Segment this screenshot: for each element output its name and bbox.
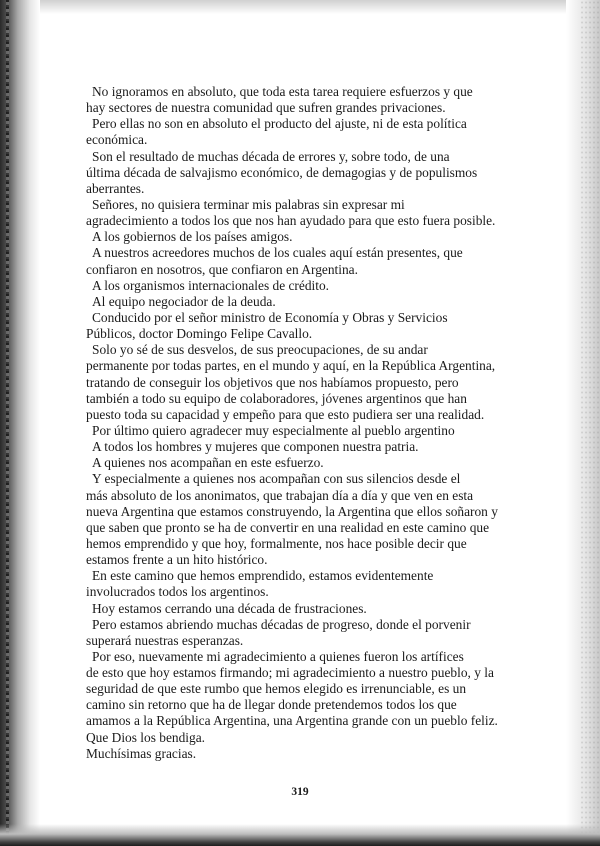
page-number: 319 bbox=[291, 786, 309, 798]
text-line: de esto que hoy estamos firmando; mi agradecimiento a nuestro pueblo, y la bbox=[86, 665, 494, 681]
text-line: aberrantes. bbox=[86, 180, 145, 196]
text-line: Pero ellas no son en absoluto el producto del ajuste, ni de esta política bbox=[92, 116, 467, 132]
text-line: que saben que pronto se ha de convertir en una realidad en este camino que bbox=[86, 519, 490, 535]
scan-shadow-top bbox=[0, 0, 600, 14]
text-line: Que Dios los bendiga. bbox=[86, 729, 206, 745]
text-line: No ignoramos en absoluto, que toda esta tarea requiere esfuerzos y que bbox=[92, 84, 473, 99]
text-line: A quienes nos acompañan en este esfuerzo. bbox=[92, 455, 324, 471]
text-line: Hoy estamos cerrando una década de frustraciones. bbox=[92, 600, 367, 616]
text-line: Pero estamos abriendo muchas décadas de progreso, donde el porvenir bbox=[92, 616, 471, 632]
text-line: A todos los hombres y mujeres que componen nuestra patria. bbox=[92, 439, 419, 455]
text-line: última década de salvajismo económico, de demagogias y de populismos bbox=[86, 164, 478, 180]
text-line: involucrados todos los argentinos. bbox=[86, 584, 269, 600]
text-line: permanente por todas partes, en el mundo y aquí, en la República Argentina, bbox=[86, 358, 496, 374]
text-line: Muchísimas gracias. bbox=[86, 745, 197, 761]
text-line: Por eso, nuevamente mi agradecimiento a quienes fueron los artífices bbox=[92, 648, 464, 664]
scan-shadow-bottom bbox=[0, 824, 600, 846]
text-line: más absoluto de los anonimatos, que trabajan día a día y que ven en esta bbox=[86, 487, 474, 503]
text-line: económica. bbox=[86, 132, 148, 148]
text-line: A los gobiernos de los países amigos. bbox=[92, 229, 293, 245]
text-line: seguridad de que este rumbo que hemos elegido es irrenunciable, es un bbox=[86, 681, 467, 697]
text-line: Al equipo negociador de la deuda. bbox=[92, 293, 276, 309]
text-line: hemos emprendido y que hoy, formalmente, nos hace posible decir que bbox=[86, 535, 467, 551]
text-line: Son el resultado de muchas década de errores y, sobre todo, de una bbox=[92, 148, 450, 164]
page-body-text bbox=[86, 84, 498, 762]
scan-shadow-left bbox=[0, 0, 40, 846]
text-line: Por último quiero agradecer muy especialmente al pueblo argentino bbox=[92, 422, 455, 438]
text-line: camino sin retorno que ha de llegar donde pretendemos todos los que bbox=[86, 697, 457, 713]
text-line: hay sectores de nuestra comunidad que sufren grandes privaciones. bbox=[86, 100, 446, 116]
text-line: confiaron en nosotros, que confiaron en Argentina. bbox=[86, 261, 358, 277]
text-line: agradecimiento a todos los que nos han ayudado para que esto fuera posible. bbox=[86, 213, 496, 229]
text-line: Señores, no quisiera terminar mis palabras sin expresar mi bbox=[92, 196, 405, 212]
text-line: Solo yo sé de sus desvelos, de sus preocupaciones, de su andar bbox=[92, 342, 428, 358]
text-line: nueva Argentina que estamos construyendo, la Argentina que ellos soñaron y bbox=[86, 503, 498, 519]
text-line: puesto toda su capacidad y empeño para que esto pudiera ser una realidad. bbox=[86, 406, 485, 422]
text-line: también a todo su equipo de colaboradores, jóvenes argentinos que han bbox=[86, 390, 467, 406]
text-line: Públicos, doctor Domingo Felipe Cavallo. bbox=[86, 326, 313, 342]
text-line: A los organismos internacionales de crédito. bbox=[92, 277, 330, 293]
text-line: En este camino que hemos emprendido, estamos evidentemente bbox=[92, 568, 434, 584]
text-line: estamos frente a un hito histórico. bbox=[86, 552, 268, 568]
text-line: superará nuestras esperanzas. bbox=[86, 632, 244, 648]
text-line: tratando de conseguir los objetivos que nos habíamos propuesto, pero bbox=[86, 374, 459, 390]
text-line: A nuestros acreedores muchos de los cuales aquí están presentes, que bbox=[92, 245, 463, 261]
text-line: amamos a la República Argentina, una Argentina grande con un pueblo feliz. bbox=[86, 713, 498, 729]
text-line: Conducido por el señor ministro de Economía y Obras y Servicios bbox=[92, 309, 448, 325]
text-line: Y especialmente a quienes nos acompañan con sus silencios desde el bbox=[92, 471, 461, 487]
scan-shadow-right bbox=[566, 0, 600, 846]
